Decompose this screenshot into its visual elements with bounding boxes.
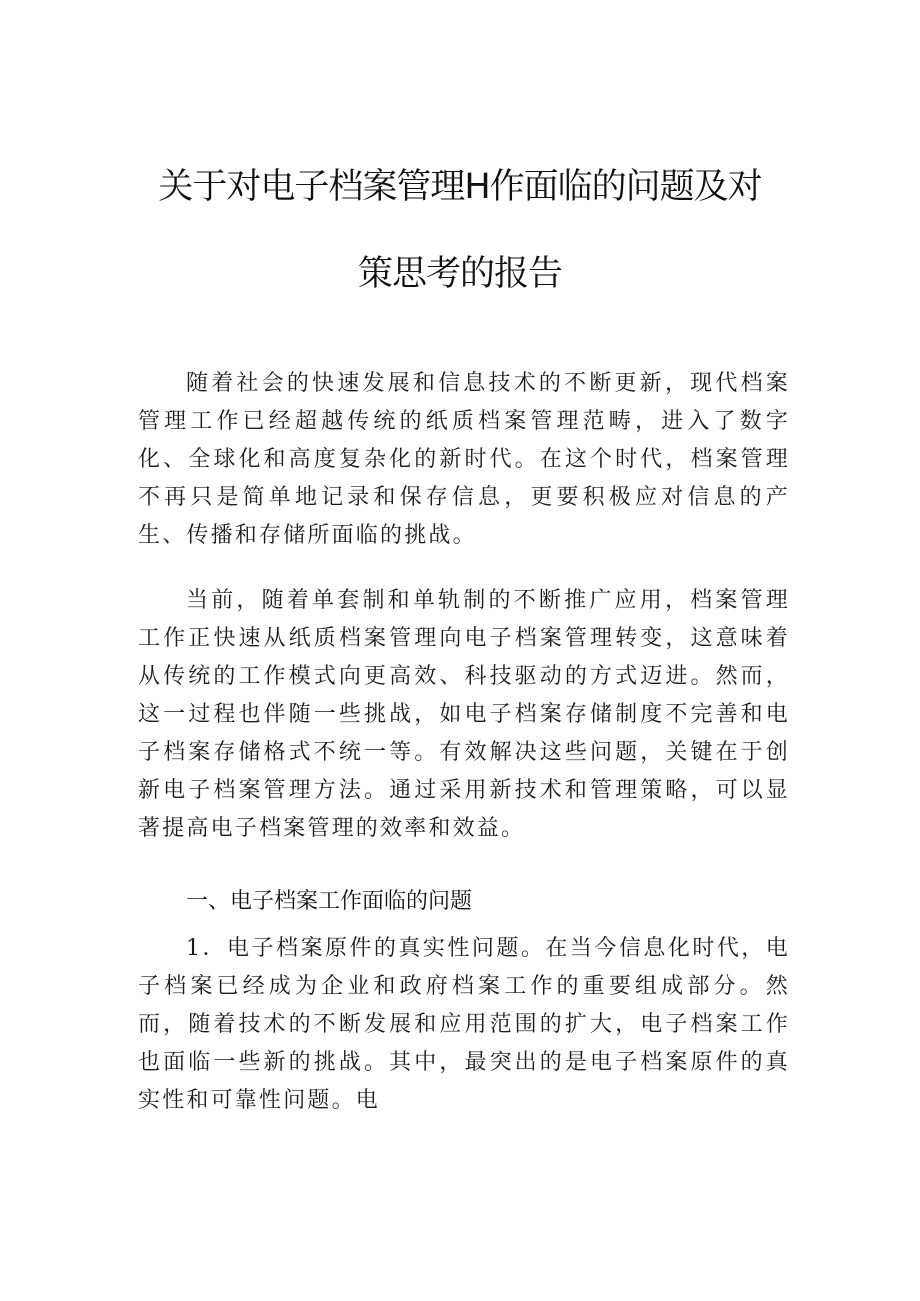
paragraph-intro: 随着社会的快速发展和信息技术的不断更新，现代档案管理工作已经超越传统的纸质档案管理范畴，进入了数字化、全球化和高度复杂化的新时代。在这个时代，档案管理不再只是简单地记录和保存信息，更要积极应对信息的产生、传播和存储所面临的挑战。 bbox=[138, 371, 790, 548]
paragraph-current-situation: 当前，随着单套制和单轨制的不断推广应用，档案管理工作正快速从纸质档案管理向电子档案管理转变，这意味着从传统的工作模式向更高效、科技驱动的方式迈进。然而，这一过程也伴随一些挑战，如电子档案存储制度不完善和电子档案存储格式不统一等。有效解决这些问题，关键在于创新电子档案管理方法。通过采用新技术和管理策略，可以显著提高电子档案管理的效率和效益。 bbox=[138, 588, 790, 841]
document-title-line-2: 策思考的报告 bbox=[357, 254, 562, 294]
document-title-line-1: 关于对电子档案管理H作面临的问题及对 bbox=[158, 167, 762, 207]
section-heading: 一、电子档案工作面临的问题 bbox=[186, 889, 473, 914]
paragraph-authenticity-issue: 1．电子档案原件的真实性问题。在当今信息化时代，电子档案已经成为企业和政府档案工作的重要组成部分。然而，随着技术的不断发展和应用范围的扩大，电子档案工作也面临一些新的挑战。其中，最突出的是电子档案原件的真实性和可靠性问题。电 bbox=[138, 936, 790, 1113]
